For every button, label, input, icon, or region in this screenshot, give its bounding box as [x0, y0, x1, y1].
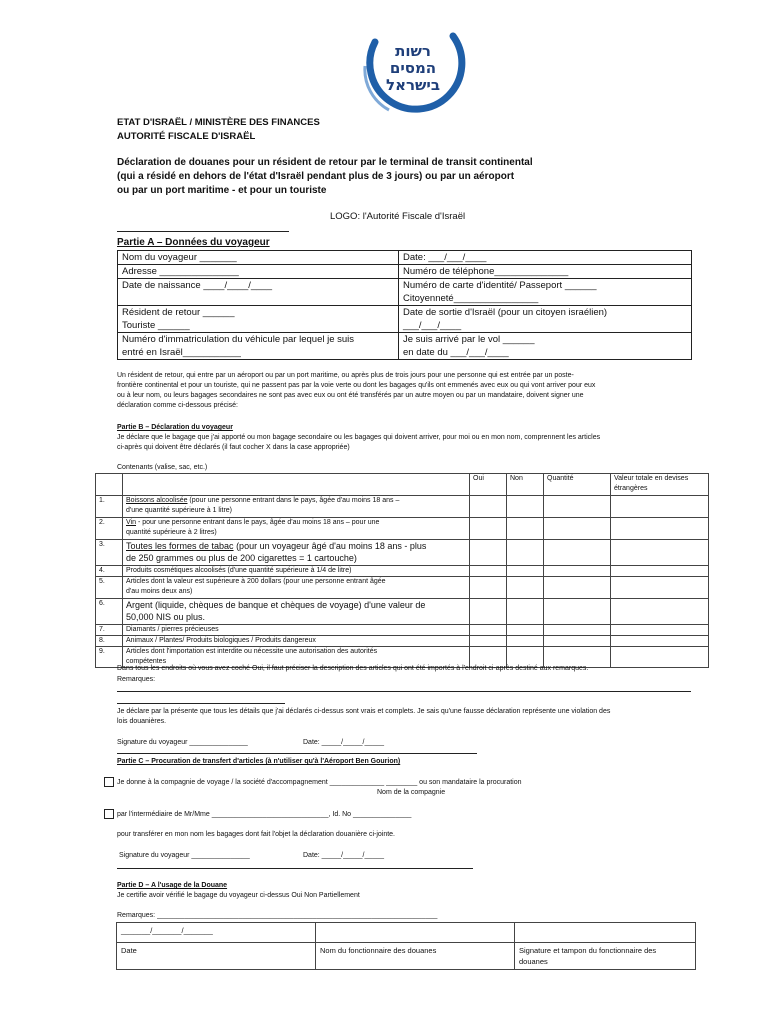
table-row — [118, 265, 692, 279]
col-value-line-2: étrangères — [614, 485, 648, 492]
quantity-cell[interactable] — [544, 540, 611, 566]
intro-line: déclaration comme ci-dessous précisé: — [117, 402, 238, 409]
customs-signature-line-1: Signature et tampon du fonctionnaire des — [519, 946, 657, 955]
item-number: 7. — [96, 625, 123, 636]
logo-line-2: המסים — [389, 59, 437, 77]
name-field[interactable]: Nom du voyageur _______ — [118, 251, 399, 265]
value-cell[interactable] — [611, 636, 709, 647]
no-cell[interactable] — [507, 577, 544, 599]
item-description: Argent (liquide, chèques de banque et chèques de voyage) d'une valeur de 50,000 NIS ou plus. — [123, 599, 470, 625]
item-number: 5. — [96, 577, 123, 599]
customs-remarks[interactable]: Remarques: ________________________________________________________________________ — [117, 912, 438, 919]
table-row — [96, 636, 709, 647]
customs-officer-name: Nom du fonctionnaire des douanes — [316, 943, 515, 970]
col-yes: Oui — [470, 474, 507, 496]
item-description: Boissons alcoolisée (pour une personne entrant dans le pays, âgée d'au moins 18 ans – d'une quantité supérieure à 1 litre) — [123, 496, 470, 518]
yes-cell[interactable] — [470, 636, 507, 647]
quantity-cell[interactable] — [544, 636, 611, 647]
yes-cell[interactable] — [470, 566, 507, 577]
id-passport-label: Numéro de carte d'identité/ Passeport ______ — [403, 280, 597, 291]
item-number: 1. — [96, 496, 123, 518]
declaration-line-2: lois douanières. — [117, 718, 167, 725]
item-description: Toutes les formes de tabac (pour un voyageur âgé d'au moins 18 ans - plus de 250 grammes ou plus de 200 cigarettes = 1 cartouche) — [123, 540, 470, 566]
logo-line-3: בישראל — [386, 76, 440, 94]
yes-cell[interactable] — [470, 577, 507, 599]
company-checkbox[interactable] — [104, 777, 114, 787]
value-cell[interactable] — [611, 599, 709, 625]
yes-cell[interactable] — [470, 496, 507, 518]
person-option: par l'intermédiaire de Mr/Mme ______________________________, Id. No _______________ — [117, 811, 412, 818]
exit-date-label: Date de sortie d'Israël (pour un citoyen israélien) — [403, 307, 608, 318]
quantity-cell[interactable] — [544, 518, 611, 540]
table-row — [96, 599, 709, 625]
divider-line — [117, 753, 477, 754]
yes-cell[interactable] — [470, 625, 507, 636]
logo-caption: LOGO: l'Autorité Fiscale d'Israël — [330, 211, 466, 222]
table-row — [117, 943, 696, 970]
signature-date-field[interactable]: Date: _____/_____/_____ — [303, 739, 384, 746]
table-row — [96, 496, 709, 518]
phone-field[interactable]: Numéro de téléphone______________ — [399, 265, 692, 279]
citizenship-label: Citoyenneté________________ — [403, 293, 539, 304]
item-description: Animaux / Plantes/ Produits biologiques / Produits dangereux — [123, 636, 470, 647]
header-authority: AUTORITÉ FISCALE D'ISRAËL — [117, 131, 256, 142]
after-table-note: Dans tous les endroits où vous avez coché Oui, il faut préciser la description des articles qui ont été importés à l'endroit ci-après destiné aux remarques. — [117, 665, 589, 672]
table-row — [96, 566, 709, 577]
no-cell[interactable] — [507, 625, 544, 636]
col-value-line-1: Valeur totale en devises — [614, 475, 689, 482]
part-b-title: Partie B – Déclaration du voyageur — [117, 424, 233, 431]
divider-line — [117, 231, 289, 232]
company-caption: Nom de la compagnie — [377, 789, 446, 796]
value-cell[interactable] — [611, 625, 709, 636]
value-cell[interactable] — [611, 566, 709, 577]
quantity-cell[interactable] — [544, 566, 611, 577]
no-cell[interactable] — [507, 599, 544, 625]
item-description: Diamants / pierres précieuses — [123, 625, 470, 636]
contents-label: Contenants (valise, sac, etc.) — [117, 464, 208, 471]
part-a-table — [117, 250, 692, 360]
declaration-line-1: Je déclare par la présente que tous les détails que j'ai déclarés ci-dessus sont vrais et complets. Je sais qu'une fausse déclaration représente une violation des — [117, 708, 611, 715]
part-b-desc-2: ci-après qui doivent être déclarés (il faut cocher X dans la case appropriée) — [117, 444, 350, 451]
id-passport-field[interactable] — [399, 279, 692, 306]
date-field[interactable]: Date: ___/___/____ — [399, 251, 692, 265]
intro-line: ou à leur nom, ou leurs bagages secondaires ne sont pas avec eux ou ont été transférés par un autre moyen ou par un mandataire, doivent signer une — [117, 392, 584, 399]
table-row — [117, 923, 696, 943]
yes-cell[interactable] — [470, 599, 507, 625]
table-row — [96, 625, 709, 636]
logo-line-1: רשות — [395, 42, 431, 60]
yes-cell[interactable] — [470, 518, 507, 540]
item-number: 6. — [96, 599, 123, 625]
part-b-desc-1: Je déclare que le bagage que j'ai apporté ou mon bagage secondaire ou les bagages qui doivent arriver, pour moi ou en mon nom, comprennent les articles — [117, 434, 601, 441]
item-number: 4. — [96, 566, 123, 577]
part-a-title: Partie A – Données du voyageur — [117, 237, 270, 248]
part-d-title: Partie D – A l'usage de la Douane — [117, 882, 228, 889]
signature-date-field-c[interactable]: Date: _____/_____/_____ — [303, 852, 384, 859]
customs-signature — [515, 943, 696, 970]
title-line-1: Déclaration de douanes pour un résident de retour par le terminal de transit continental — [117, 157, 533, 168]
birthdate-field[interactable]: Date de naissance ____/____/____ — [118, 279, 399, 306]
intro-paragraph — [117, 371, 697, 411]
vehicle-label: Numéro d'immatriculation du véhicule par lequel je suis — [122, 334, 355, 345]
item-description: Vin - pour une personne entrant dans le pays, âgée d'au moins 18 ans – pour une quantité supérieure à 2 litres) — [123, 518, 470, 540]
signature-field-c[interactable]: Signature du voyageur _______________ — [119, 852, 250, 859]
intro-line: Un résident de retour, qui entre par un aéroport ou par un port maritime, ou après plus de trois jours pour une personne qui est entrée par un poste- — [117, 372, 574, 379]
remarks-label: Remarques: — [117, 676, 156, 683]
remarks-line[interactable] — [117, 703, 285, 704]
col-no: Non — [507, 474, 544, 496]
table-row — [118, 306, 692, 333]
person-checkbox[interactable] — [104, 809, 114, 819]
intro-line: frontière continental et pour un touriste, qui ne passent pas par la voie verte ou dont les bagages qu'ils ont emmenés avec eux ou qui vont arriver pour eux — [117, 382, 596, 389]
item-description: Produits cosmétiques alcoolisés (d'une quantité supérieure à 1/4 de litre) — [123, 566, 470, 577]
quantity-cell[interactable] — [544, 599, 611, 625]
vehicle-field[interactable] — [118, 333, 399, 360]
table-row — [118, 279, 692, 306]
header-ministry: ETAT D'ISRAËL / MINISTÈRE DES FINANCES — [117, 117, 320, 128]
company-option: Je donne à la compagnie de voyage / la société d'accompagnement ______________ ________ ou son mandataire la procuration — [117, 779, 522, 786]
yes-cell[interactable] — [470, 540, 507, 566]
table-row — [118, 251, 692, 265]
no-cell[interactable] — [507, 540, 544, 566]
col-quantity: Quantité — [544, 474, 611, 496]
value-cell[interactable] — [611, 577, 709, 599]
customs-table — [116, 922, 696, 970]
vehicle-entry-label: entré en Israël___________ — [122, 347, 241, 358]
exit-date-field[interactable] — [399, 306, 692, 333]
item-number: 2. — [96, 518, 123, 540]
exit-date-value: ___/___/____ — [403, 320, 462, 331]
item-description: Articles dont la valeur est supérieure à 200 dollars (pour une personne entrant âgée d'au moins deux ans) — [123, 577, 470, 599]
table-row — [118, 333, 692, 360]
part-c-title: Partie C – Procuration de transfert d'articles (à n'utiliser qu'à l'Aéroport Ben Gourion) — [117, 758, 401, 765]
flight-label: Je suis arrivé par le vol ______ — [403, 334, 535, 345]
table-row — [96, 518, 709, 540]
declaration-table — [95, 473, 709, 668]
quantity-cell[interactable] — [544, 496, 611, 518]
tax-authority-logo — [355, 14, 467, 122]
table-row — [96, 577, 709, 599]
table-header-row — [96, 474, 709, 496]
item-number: 3. — [96, 540, 123, 566]
tourist-label: Touriste ______ — [122, 320, 190, 331]
signature-field[interactable]: Signature du voyageur _______________ — [117, 739, 248, 746]
table-row — [96, 540, 709, 566]
no-cell[interactable] — [507, 496, 544, 518]
customs-certify: Je certifie avoir vérifié le bagage du voyageur ci-dessus Oui Non Partiellement — [117, 892, 360, 899]
customs-date-label: Date — [117, 943, 316, 970]
flight-field[interactable] — [399, 333, 692, 360]
value-cell[interactable] — [611, 647, 709, 668]
value-cell[interactable] — [611, 540, 709, 566]
no-cell[interactable] — [507, 566, 544, 577]
quantity-cell[interactable] — [544, 625, 611, 636]
customs-date-line[interactable]: _______/_______/_______ — [117, 923, 316, 943]
item-number: 8. — [96, 636, 123, 647]
value-cell[interactable] — [611, 518, 709, 540]
col-value — [611, 474, 709, 496]
no-cell[interactable] — [507, 518, 544, 540]
value-cell[interactable] — [611, 496, 709, 518]
address-field[interactable]: Adresse _______________ — [118, 265, 399, 279]
item-number: 9. — [96, 647, 123, 668]
title-line-3: ou par un port maritime - et pour un touriste — [117, 185, 327, 196]
resident-tourist-field[interactable] — [118, 306, 399, 333]
item-description: Articles dont l'importation est interdite ou nécessite une autorisation des autorités compétentes — [123, 647, 470, 668]
flight-date-label: en date du ___/___/____ — [403, 347, 509, 358]
title-line-2: (qui a résidé en dehors de l'état d'Israël pendant plus de 3 jours) ou par un aéroport — [117, 171, 515, 182]
transfer-text: pour transférer en mon nom les bagages dont fait l'objet la déclaration douanière ci-jointe. — [117, 831, 396, 838]
remarks-line[interactable] — [117, 691, 691, 692]
divider-line — [117, 868, 473, 869]
quantity-cell[interactable] — [544, 577, 611, 599]
returning-resident-label: Résident de retour ______ — [122, 307, 235, 318]
no-cell[interactable] — [507, 636, 544, 647]
customs-signature-line-2: douanes — [519, 957, 548, 966]
